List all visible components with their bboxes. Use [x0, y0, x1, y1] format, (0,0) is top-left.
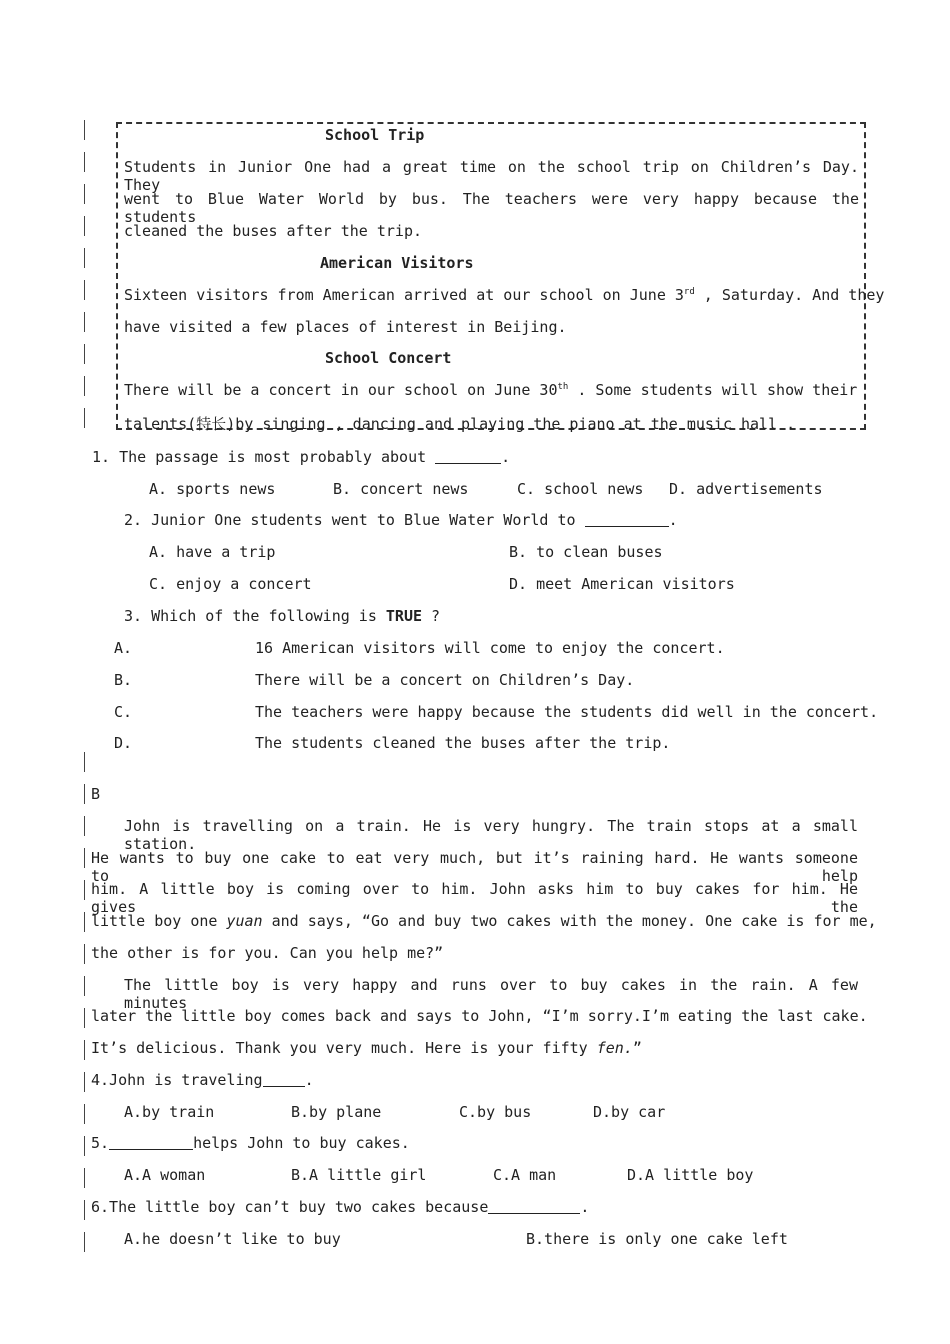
option-d[interactable]: D.by car	[593, 1103, 666, 1121]
passage-line	[91, 880, 858, 916]
question-stem: 2. Junior One students went to Blue Water World to	[124, 511, 576, 529]
passage-text: ”	[632, 1039, 642, 1057]
option-text[interactable]: There will be a concert on Children’s Day.	[255, 671, 635, 689]
question-stem: ?	[422, 607, 441, 625]
option-a[interactable]: A.A woman	[124, 1166, 206, 1184]
ordinal-suffix: rd	[683, 287, 695, 297]
school-concert-text: talents(特长)by singing , dancing and playing the piano at the music hall .	[124, 415, 796, 433]
option-a[interactable]: A. have a trip	[149, 543, 276, 561]
school-concert-text: . Some students will show their	[568, 381, 858, 399]
option-letter[interactable]: D.	[114, 734, 133, 752]
answer-blank[interactable]	[263, 1072, 305, 1087]
option-letter[interactable]: A.	[114, 639, 133, 657]
school-trip-title: School Trip	[325, 126, 425, 144]
margin-mark	[84, 1232, 85, 1252]
ordinal-suffix: th	[557, 382, 569, 392]
passage-text: later the little boy comes back and says to John, “I’m sorry.I’m eating the last cake.	[91, 1007, 868, 1025]
margin-mark	[84, 216, 85, 236]
margin-mark	[84, 976, 85, 996]
passage-line	[124, 817, 858, 853]
margin-mark	[84, 944, 85, 964]
passage-text: The little boy is very happy and runs over to buy cakes in the rain. A few minutes	[124, 976, 858, 1012]
margin-mark	[84, 408, 85, 428]
section-label: B	[91, 785, 101, 803]
school-trip-text: Students in Junior One had a great time on the school trip on Children’s Day. They	[124, 158, 859, 194]
question-stem: 5.	[91, 1134, 110, 1152]
answer-blank[interactable]	[585, 512, 669, 527]
option-d[interactable]: D.A little boy	[627, 1166, 754, 1184]
school-concert-title: School Concert	[325, 349, 452, 367]
margin-mark	[84, 752, 85, 772]
option-a[interactable]: A.by train	[124, 1103, 215, 1121]
american-visitors-text: Sixteen visitors from American arrived at our school on June 3	[124, 286, 684, 304]
margin-mark	[84, 1136, 85, 1156]
margin-mark	[84, 816, 85, 836]
option-letter[interactable]: B.	[114, 671, 133, 689]
passage-text: and says, “Go and buy two cakes with the money. One cake is for me,	[262, 912, 877, 930]
option-b[interactable]: B. concert news	[333, 480, 469, 498]
school-trip-line	[124, 158, 859, 194]
school-trip-line	[124, 190, 859, 226]
margin-mark	[84, 1168, 85, 1188]
margin-mark	[84, 912, 85, 932]
school-concert-text: There will be a concert in our school on June 30	[124, 381, 558, 399]
option-c[interactable]: C.A man	[493, 1166, 557, 1184]
emphasis-true: TRUE	[385, 607, 423, 625]
answer-blank[interactable]	[488, 1199, 580, 1214]
school-trip-text: cleaned the buses after the trip.	[124, 222, 423, 240]
margin-mark	[84, 120, 85, 140]
margin-mark	[84, 376, 85, 396]
option-text[interactable]: The students cleaned the buses after the trip.	[255, 734, 671, 752]
american-visitors-title: American Visitors	[320, 254, 474, 272]
margin-mark	[84, 1104, 85, 1124]
american-visitors-line	[124, 286, 885, 304]
margin-mark	[84, 1200, 85, 1220]
answer-blank[interactable]	[109, 1135, 193, 1150]
answer-blank[interactable]	[435, 449, 501, 464]
passage-line	[124, 976, 858, 1012]
option-b[interactable]: B.A little girl	[291, 1166, 427, 1184]
margin-mark	[84, 280, 85, 300]
option-b[interactable]: B.there is only one cake left	[526, 1230, 788, 1248]
option-a[interactable]: A.he doesn’t like to buy	[124, 1230, 341, 1248]
passage-text: little boy one	[91, 912, 227, 930]
passage-text: He wants to buy one cake to eat very much, but it’s raining hard. He wants someone to help	[91, 849, 858, 885]
option-d[interactable]: D. meet American visitors	[509, 575, 735, 593]
margin-mark	[84, 848, 85, 868]
margin-mark	[84, 248, 85, 268]
passage-text: the other is for you. Can you help me?”	[91, 944, 444, 962]
question-6: 6.The little boy can’t buy two cakes because .	[91, 1198, 590, 1216]
option-c[interactable]: C.by bus	[459, 1103, 532, 1121]
school-trip-text: went to Blue Water World by bus. The teachers were very happy because the students	[124, 190, 859, 226]
question-stem: 3. Which of the following is	[124, 607, 386, 625]
option-b[interactable]: B. to clean buses	[509, 543, 663, 561]
passage-text: It’s delicious. Thank you very much. Here is your fifty	[91, 1039, 597, 1057]
margin-mark	[84, 1008, 85, 1028]
passage-line	[91, 849, 858, 885]
option-b[interactable]: B.by plane	[291, 1103, 382, 1121]
margin-mark	[84, 1040, 85, 1060]
option-c[interactable]: C. enjoy a concert	[149, 575, 312, 593]
question-stem: helps John to buy cakes.	[193, 1134, 410, 1152]
margin-mark	[84, 344, 85, 364]
passage-line	[91, 912, 877, 930]
option-a[interactable]: A. sports news	[149, 480, 276, 498]
question-1: 1. The passage is most probably about .	[92, 448, 511, 466]
question-4: 4.John is traveling .	[91, 1071, 314, 1089]
question-stem: 6.The little boy can’t buy two cakes because	[91, 1198, 489, 1216]
option-c[interactable]: C. school news	[517, 480, 644, 498]
option-text[interactable]: The teachers were happy because the students did well in the concert.	[255, 703, 879, 721]
margin-mark	[84, 152, 85, 172]
passage-text: him. A little boy is coming over to him. John asks him to buy cakes for him. He gives the	[91, 880, 858, 916]
margin-mark	[84, 312, 85, 332]
margin-mark	[84, 1072, 85, 1092]
question-3	[124, 607, 440, 625]
passage-text: John is travelling on a train. He is very hungry. The train stops at a small station.	[124, 817, 858, 853]
passage-emphasis: fen.	[596, 1039, 633, 1057]
option-letter[interactable]: C.	[114, 703, 133, 721]
passage-line	[91, 1039, 642, 1057]
option-d[interactable]: D. advertisements	[669, 480, 823, 498]
question-5	[91, 1134, 410, 1152]
option-text[interactable]: 16 American visitors will come to enjoy the concert.	[255, 639, 725, 657]
american-visitors-text: , Saturday. And they	[694, 286, 885, 304]
margin-mark	[84, 784, 85, 804]
question-stem: 4.John is traveling	[91, 1071, 263, 1089]
american-visitors-text: have visited a few places of interest in Beijing.	[124, 318, 567, 336]
question-stem: 1. The passage is most probably about	[92, 448, 427, 466]
margin-mark	[84, 880, 85, 900]
margin-mark	[84, 184, 85, 204]
passage-emphasis: yuan	[226, 912, 263, 930]
question-2: 2. Junior One students went to Blue Water World to .	[124, 511, 678, 529]
school-concert-line	[124, 381, 859, 399]
